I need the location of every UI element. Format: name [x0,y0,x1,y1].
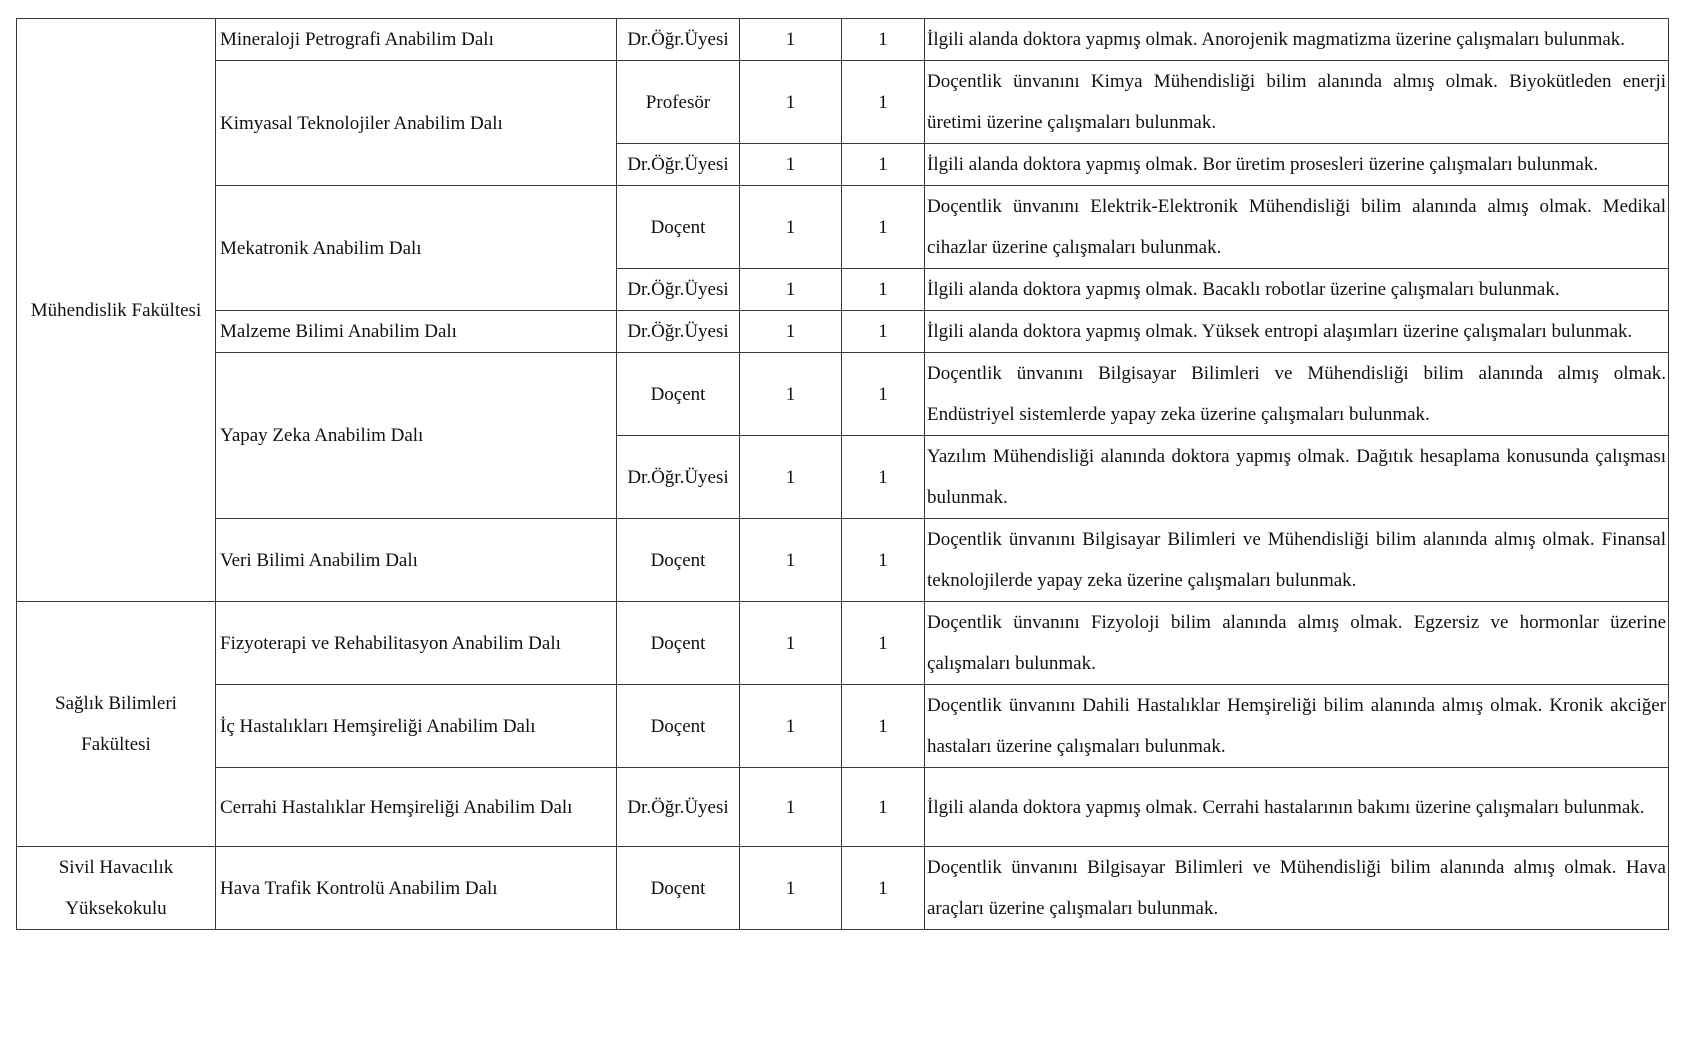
count-cell: 1 [740,144,842,186]
table-row [17,847,1669,930]
count-cell: 1 [740,685,842,768]
department-cell: Kimyasal Teknolojiler Anabilim Dalı [216,61,617,186]
requirement-cell: İlgili alanda doktora yapmış olmak. Bor üretim prosesleri üzerine çalışmaları bulunmak. [925,144,1669,186]
count-cell: 1 [842,19,925,61]
count-cell: 1 [842,602,925,685]
positions-table [16,18,1669,930]
requirement-cell: Yazılım Mühendisliği alanında doktora yapmış olmak. Dağıtık hesaplama konusunda çalışması bulunmak. [925,436,1669,519]
position-title-cell: Profesör [617,61,740,144]
count-cell: 1 [842,311,925,353]
requirement-cell: Doçentlik ünvanını Fizyoloji bilim alanında almış olmak. Egzersiz ve hormonlar üzerine çalışmaları bulunmak. [925,602,1669,685]
count-cell: 1 [740,311,842,353]
count-cell: 1 [740,19,842,61]
position-title-cell: Dr.Öğr.Üyesi [617,19,740,61]
position-title-cell: Doçent [617,519,740,602]
count-cell: 1 [842,186,925,269]
position-title-cell: Doçent [617,847,740,930]
count-cell: 1 [842,144,925,186]
count-cell: 1 [740,847,842,930]
requirement-cell: Doçentlik ünvanını Bilgisayar Bilimleri ve Mühendisliği bilim alanında almış olmak. Endüstriyel sistemlerde yapay zeka üzerine çalışmaları bulunmak. [925,353,1669,436]
requirement-cell: Doçentlik ünvanını Dahili Hastalıklar Hemşireliği bilim alanında almış olmak. Kronik akciğer hastaları üzerine çalışmaları bulunmak. [925,685,1669,768]
position-title-cell: Dr.Öğr.Üyesi [617,269,740,311]
department-cell: Veri Bilimi Anabilim Dalı [216,519,617,602]
table-row [17,61,1669,144]
requirement-cell: Doçentlik ünvanını Bilgisayar Bilimleri ve Mühendisliği bilim alanında almış olmak. Hava araçları üzerine çalışmaları bulunmak. [925,847,1669,930]
count-cell: 1 [842,61,925,144]
position-title-cell: Dr.Öğr.Üyesi [617,144,740,186]
count-cell: 1 [740,353,842,436]
requirement-cell: İlgili alanda doktora yapmış olmak. Yüksek entropi alaşımları üzerine çalışmaları bulunmak. [925,311,1669,353]
count-cell: 1 [842,269,925,311]
position-title-cell: Dr.Öğr.Üyesi [617,311,740,353]
count-cell: 1 [740,269,842,311]
count-cell: 1 [740,602,842,685]
requirement-cell: İlgili alanda doktora yapmış olmak. Cerrahi hastalarının bakımı üzerine çalışmaları bulunmak. [925,768,1669,847]
count-cell: 1 [842,519,925,602]
position-title-cell: Doçent [617,602,740,685]
table-row [17,353,1669,436]
count-cell: 1 [740,519,842,602]
requirement-cell: Doçentlik ünvanını Bilgisayar Bilimleri ve Mühendisliği bilim alanında almış olmak. Finansal teknolojilerde yapay zeka üzerine çalışmaları bulunmak. [925,519,1669,602]
position-title-cell: Dr.Öğr.Üyesi [617,768,740,847]
count-cell: 1 [842,436,925,519]
table-row [17,768,1669,847]
department-cell: Yapay Zeka Anabilim Dalı [216,353,617,519]
department-cell: Mineraloji Petrografi Anabilim Dalı [216,19,617,61]
count-cell: 1 [842,768,925,847]
position-title-cell: Doçent [617,353,740,436]
faculty-cell: Sivil Havacılık Yüksekokulu [17,847,216,930]
table-row [17,685,1669,768]
requirement-cell: İlgili alanda doktora yapmış olmak. Anorojenik magmatizma üzerine çalışmaları bulunmak. [925,19,1669,61]
count-cell: 1 [740,186,842,269]
count-cell: 1 [740,768,842,847]
department-cell: Malzeme Bilimi Anabilim Dalı [216,311,617,353]
table-row [17,186,1669,269]
table-row [17,311,1669,353]
count-cell: 1 [842,685,925,768]
table-row [17,602,1669,685]
requirement-cell: İlgili alanda doktora yapmış olmak. Bacaklı robotlar üzerine çalışmaları bulunmak. [925,269,1669,311]
position-title-cell: Doçent [617,186,740,269]
position-title-cell: Doçent [617,685,740,768]
department-cell: Cerrahi Hastalıklar Hemşireliği Anabilim Dalı [216,768,617,847]
department-cell: Hava Trafik Kontrolü Anabilim Dalı [216,847,617,930]
count-cell: 1 [740,436,842,519]
table-row [17,19,1669,61]
faculty-cell: Sağlık Bilimleri Fakültesi [17,602,216,847]
requirement-cell: Doçentlik ünvanını Kimya Mühendisliği bilim alanında almış olmak. Biyokütleden enerji üretimi üzerine çalışmaları bulunmak. [925,61,1669,144]
table-row [17,519,1669,602]
department-cell: Fizyoterapi ve Rehabilitasyon Anabilim Dalı [216,602,617,685]
count-cell: 1 [740,61,842,144]
department-cell: Mekatronik Anabilim Dalı [216,186,617,311]
faculty-cell: Mühendislik Fakültesi [17,19,216,602]
department-cell: İç Hastalıkları Hemşireliği Anabilim Dalı [216,685,617,768]
position-title-cell: Dr.Öğr.Üyesi [617,436,740,519]
count-cell: 1 [842,353,925,436]
requirement-cell: Doçentlik ünvanını Elektrik-Elektronik Mühendisliği bilim alanında almış olmak. Medikal cihazlar üzerine çalışmaları bulunmak. [925,186,1669,269]
count-cell: 1 [842,847,925,930]
